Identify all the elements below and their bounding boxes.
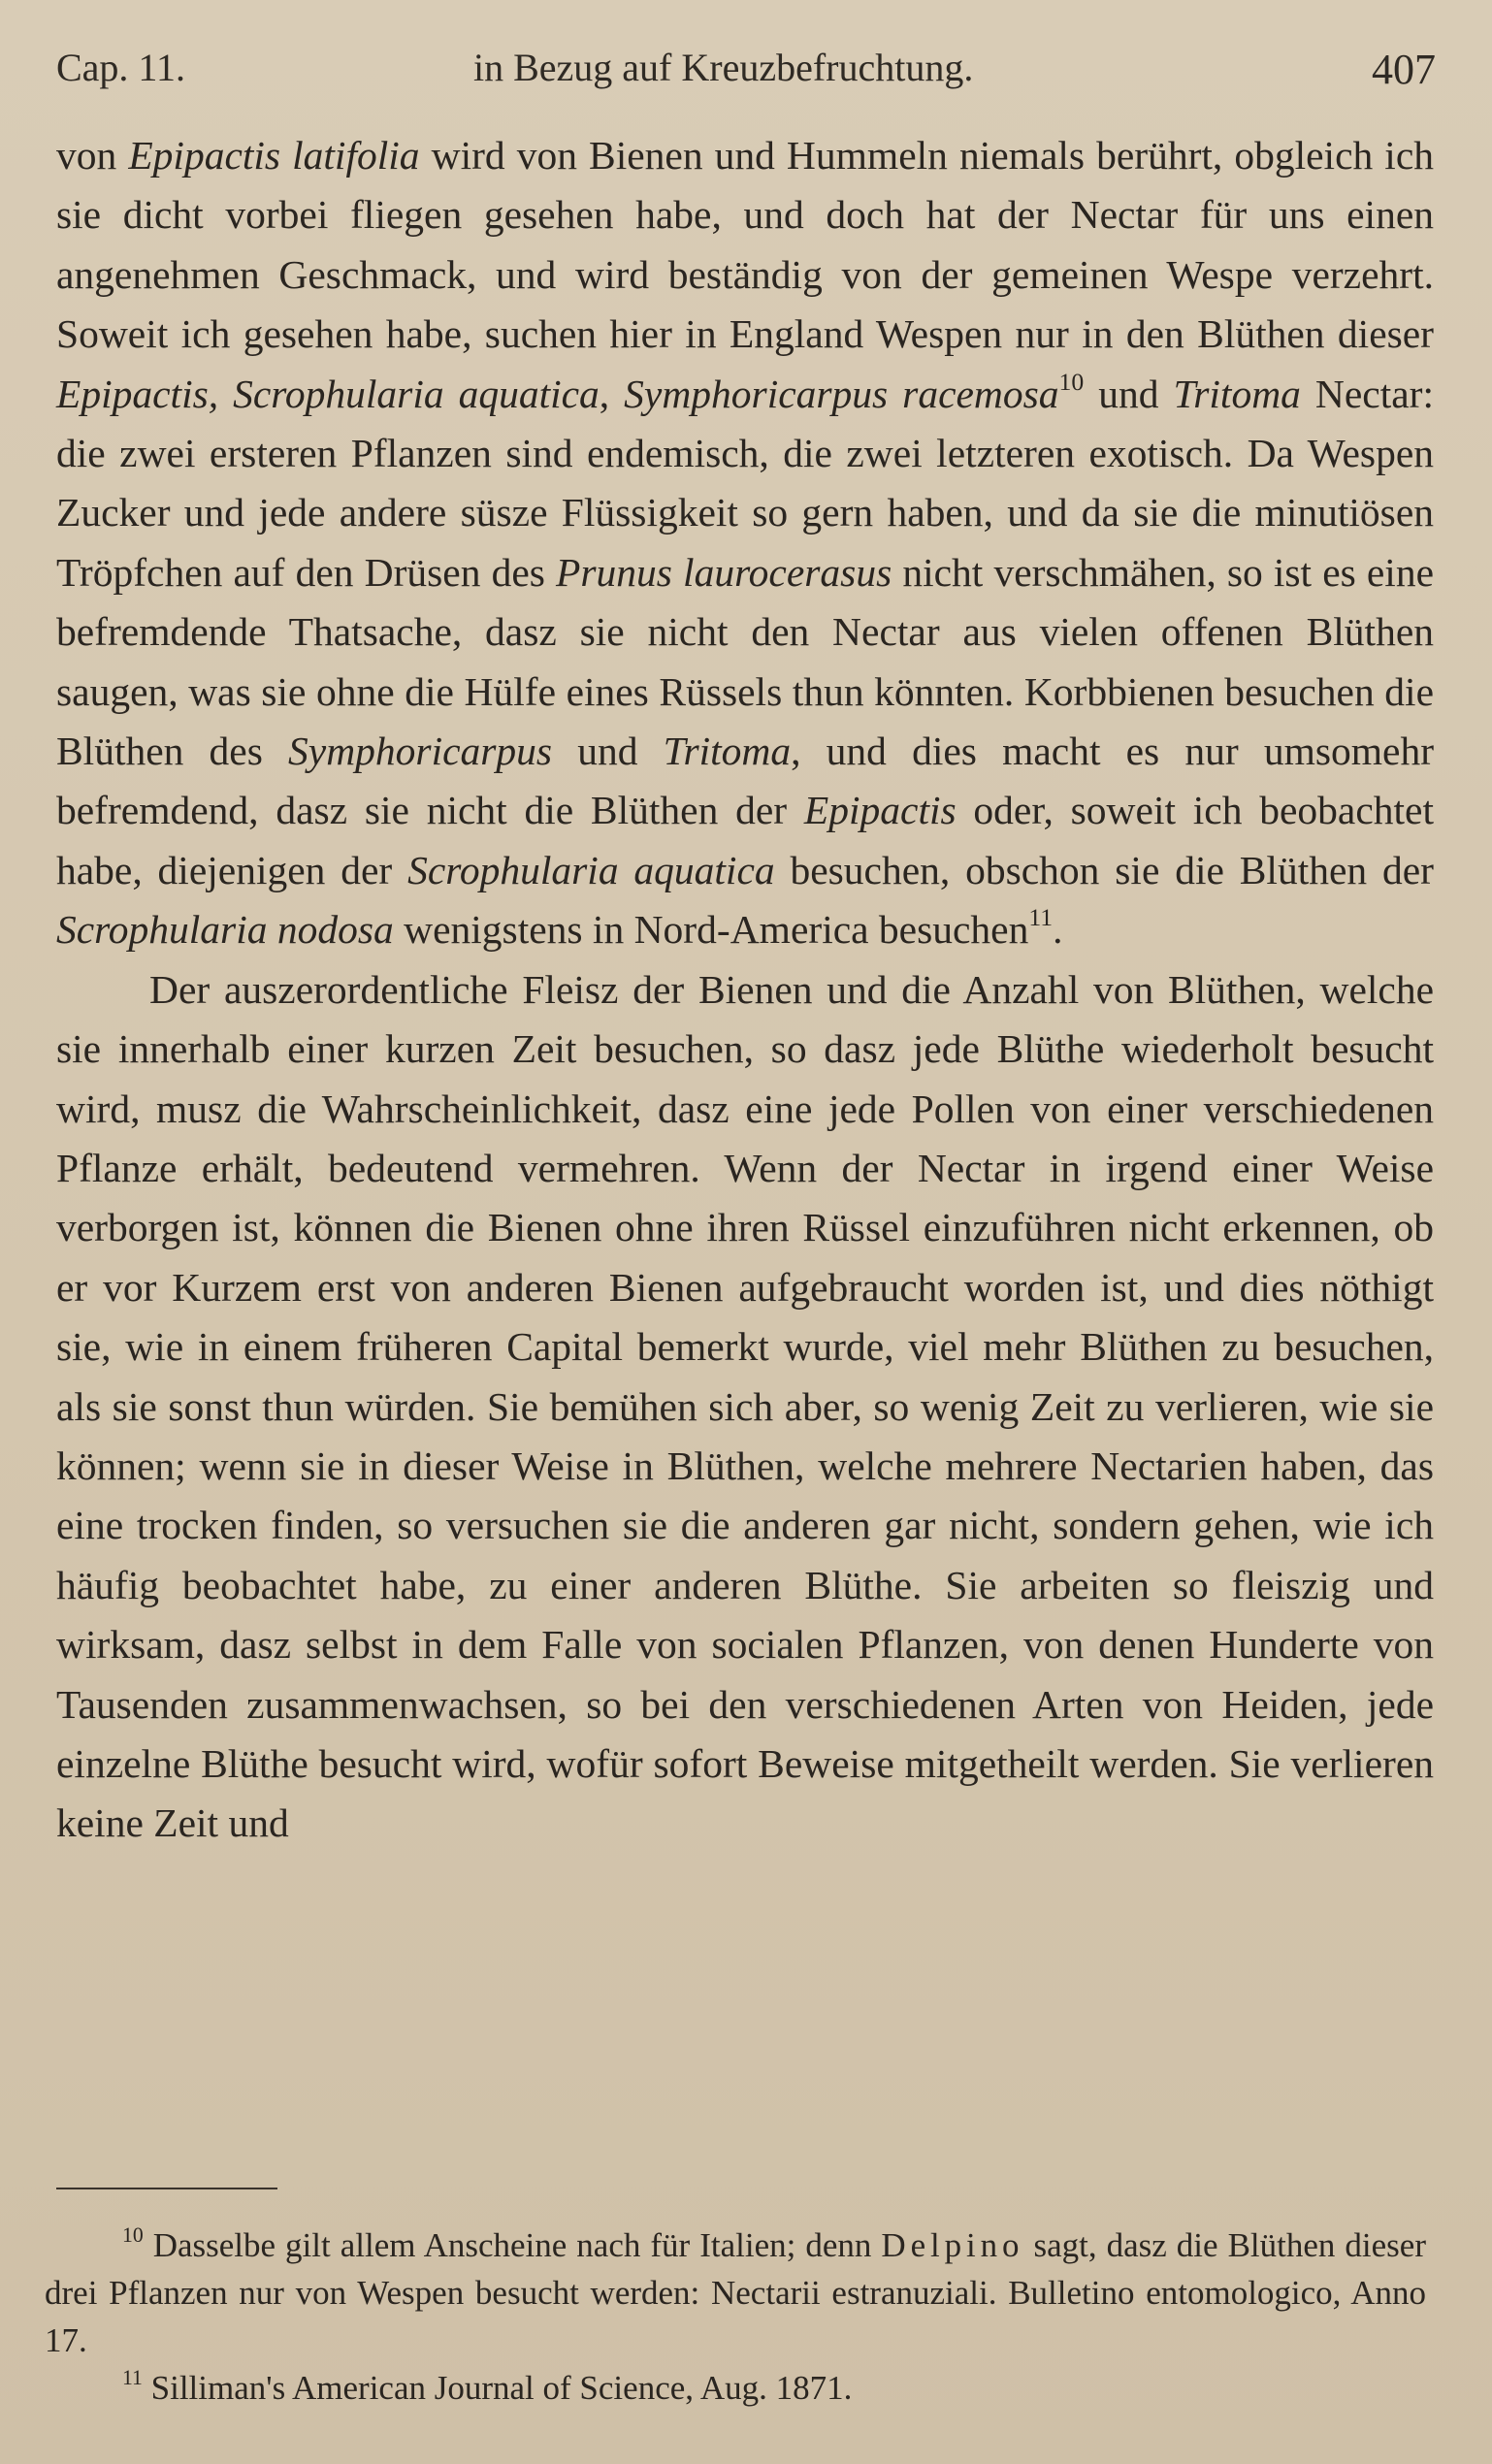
footnote-ref-11[interactable]: 11 xyxy=(1028,903,1054,932)
text-run: oder, soweit ich beobachtet habe, diejenigen der xyxy=(56,788,1434,892)
footnote-number: 11 xyxy=(122,2365,143,2389)
footnote-text: Silliman's American Journal of Science, Aug. 1871. xyxy=(142,2369,853,2407)
text-run: wird von Bienen und Hummeln niemals berührt, obgleich ich sie dicht vorbei fliegen gesehen habe, und doch hat der Nectar für uns einen angenehmen Geschmack, und wird beständig von der gemeinen Wespe verzehrt. Soweit ich gesehen habe, suchen hier in England Wespen nur in den Blüthen dieser xyxy=(56,133,1435,357)
paragraph-1 xyxy=(56,126,1434,960)
text-run: . xyxy=(1053,907,1063,953)
text-run: , und dies macht es nur umsomehr befremdend, dasz sie nicht die Blüthen der xyxy=(56,729,1435,833)
text-run: , xyxy=(599,371,625,416)
paragraph-2: Der auszerordentliche Fleisz der Bienen und die Anzahl von Blüthen, welche sie innerhalb einer kurzen Zeit besuchen, so dasz jede Blüthe wiederholt besucht wird, musz die Wahrscheinlichkeit, dasz eine jede Pollen von einer verschiedenen Pflanze erhält, bedeutend vermehren. Wenn der Nectar in irgend einer Weise verborgen ist, können die Bienen ohne ihren Rüssel einzuführen nicht erkennen, ob er vor Kurzem erst von anderen Bienen aufgebraucht worden ist, und dies nöthigt sie, wie in einem früheren Capital bemerkt wurde, viel mehr Blüthen zu besuchen, als sie sonst thun würden. Sie bemühen sich aber, so wenig Zeit zu verlieren, wie sie können; wenn sie in dieser Weise in Blüthen, welche mehrere Nectarien haben, das eine trocken finden, so versuchen sie die anderen gar nicht, sondern gehen, wie ich häufig beobachtet habe, zu einer anderen Blüthe. Sie arbeiten so fleiszig und wirksam, dasz selbst in dem Falle von socialen Pflanzen, von denen Hunderte von Tausenden zusammenwachsen, so bei den verschiedenen Arten von Heiden, jede einzelne Blüthe besucht wird, wofür sofort Beweise mitgetheilt werden. Sie verlieren keine Zeit und xyxy=(56,966,1434,1846)
italic-run: Scrophularia nodosa xyxy=(56,907,394,953)
footnote-divider xyxy=(56,2188,277,2189)
page-number: 407 xyxy=(1372,46,1436,93)
text-run: wenigstens in Nord-America besuchen xyxy=(393,907,1029,953)
chapter-label: Cap. 11. xyxy=(56,46,185,89)
text-run: Nectar: die zwei ersteren Pflanzen sind endemisch, die zwei letzteren exotisch. Da Wespen Zucker und jede andere süsze Flüssigkeit so gern haben, und da sie die minutiösen Tröpfchen auf den Drüsen des xyxy=(56,371,1435,595)
italic-run: Tritoma xyxy=(1173,371,1301,416)
text-run: und xyxy=(1084,371,1174,416)
footnote-text: sagt, dasz die Blüthen dieser drei Pflanzen nur von Wespen besucht werden: Nectarii estranuziali. Bulletino entomologico, Anno 17. xyxy=(45,2226,1426,2359)
italic-run: Symphoricarpus racemosa xyxy=(624,371,1059,416)
running-head xyxy=(56,37,1436,95)
footnotes xyxy=(45,2221,1426,2412)
footnote-text: Dasselbe gilt allem Anscheine nach für Italien; denn xyxy=(143,2226,882,2264)
body-text xyxy=(56,126,1434,1854)
footnote-number: 10 xyxy=(122,2222,144,2247)
text-run: von xyxy=(56,133,129,178)
running-title: in Bezug auf Kreuzbefruchtung. xyxy=(473,46,974,89)
text-run: nicht verschmähen, so ist es eine befremdende Thatsache, dasz sie nicht den Nectar aus vielen offenen Blüthen saugen, was sie ohne die Hülfe eines Rüssels thun könnten. Korbbienen besuchen die Blüthen des xyxy=(56,549,1434,774)
author-name: Delpino xyxy=(881,2226,1024,2264)
footnote-ref-10[interactable]: 10 xyxy=(1058,367,1085,396)
footnote-10 xyxy=(45,2221,1426,2364)
italic-run: Epipactis latifolia xyxy=(128,133,420,178)
text-run: besuchen, obschon sie die Blüthen der xyxy=(774,847,1434,892)
footnote-11 xyxy=(45,2364,1426,2412)
italic-run: Epipactis xyxy=(803,788,957,833)
italic-run: Prunus laurocerasus xyxy=(556,549,892,595)
italic-run: Symphoricarpus xyxy=(288,729,553,774)
italic-run: Epipactis, Scrophularia aquatica xyxy=(56,371,600,416)
italic-run: Scrophularia aquatica xyxy=(407,847,775,892)
italic-run: Tritoma xyxy=(663,729,792,774)
text-run: und xyxy=(552,729,664,774)
